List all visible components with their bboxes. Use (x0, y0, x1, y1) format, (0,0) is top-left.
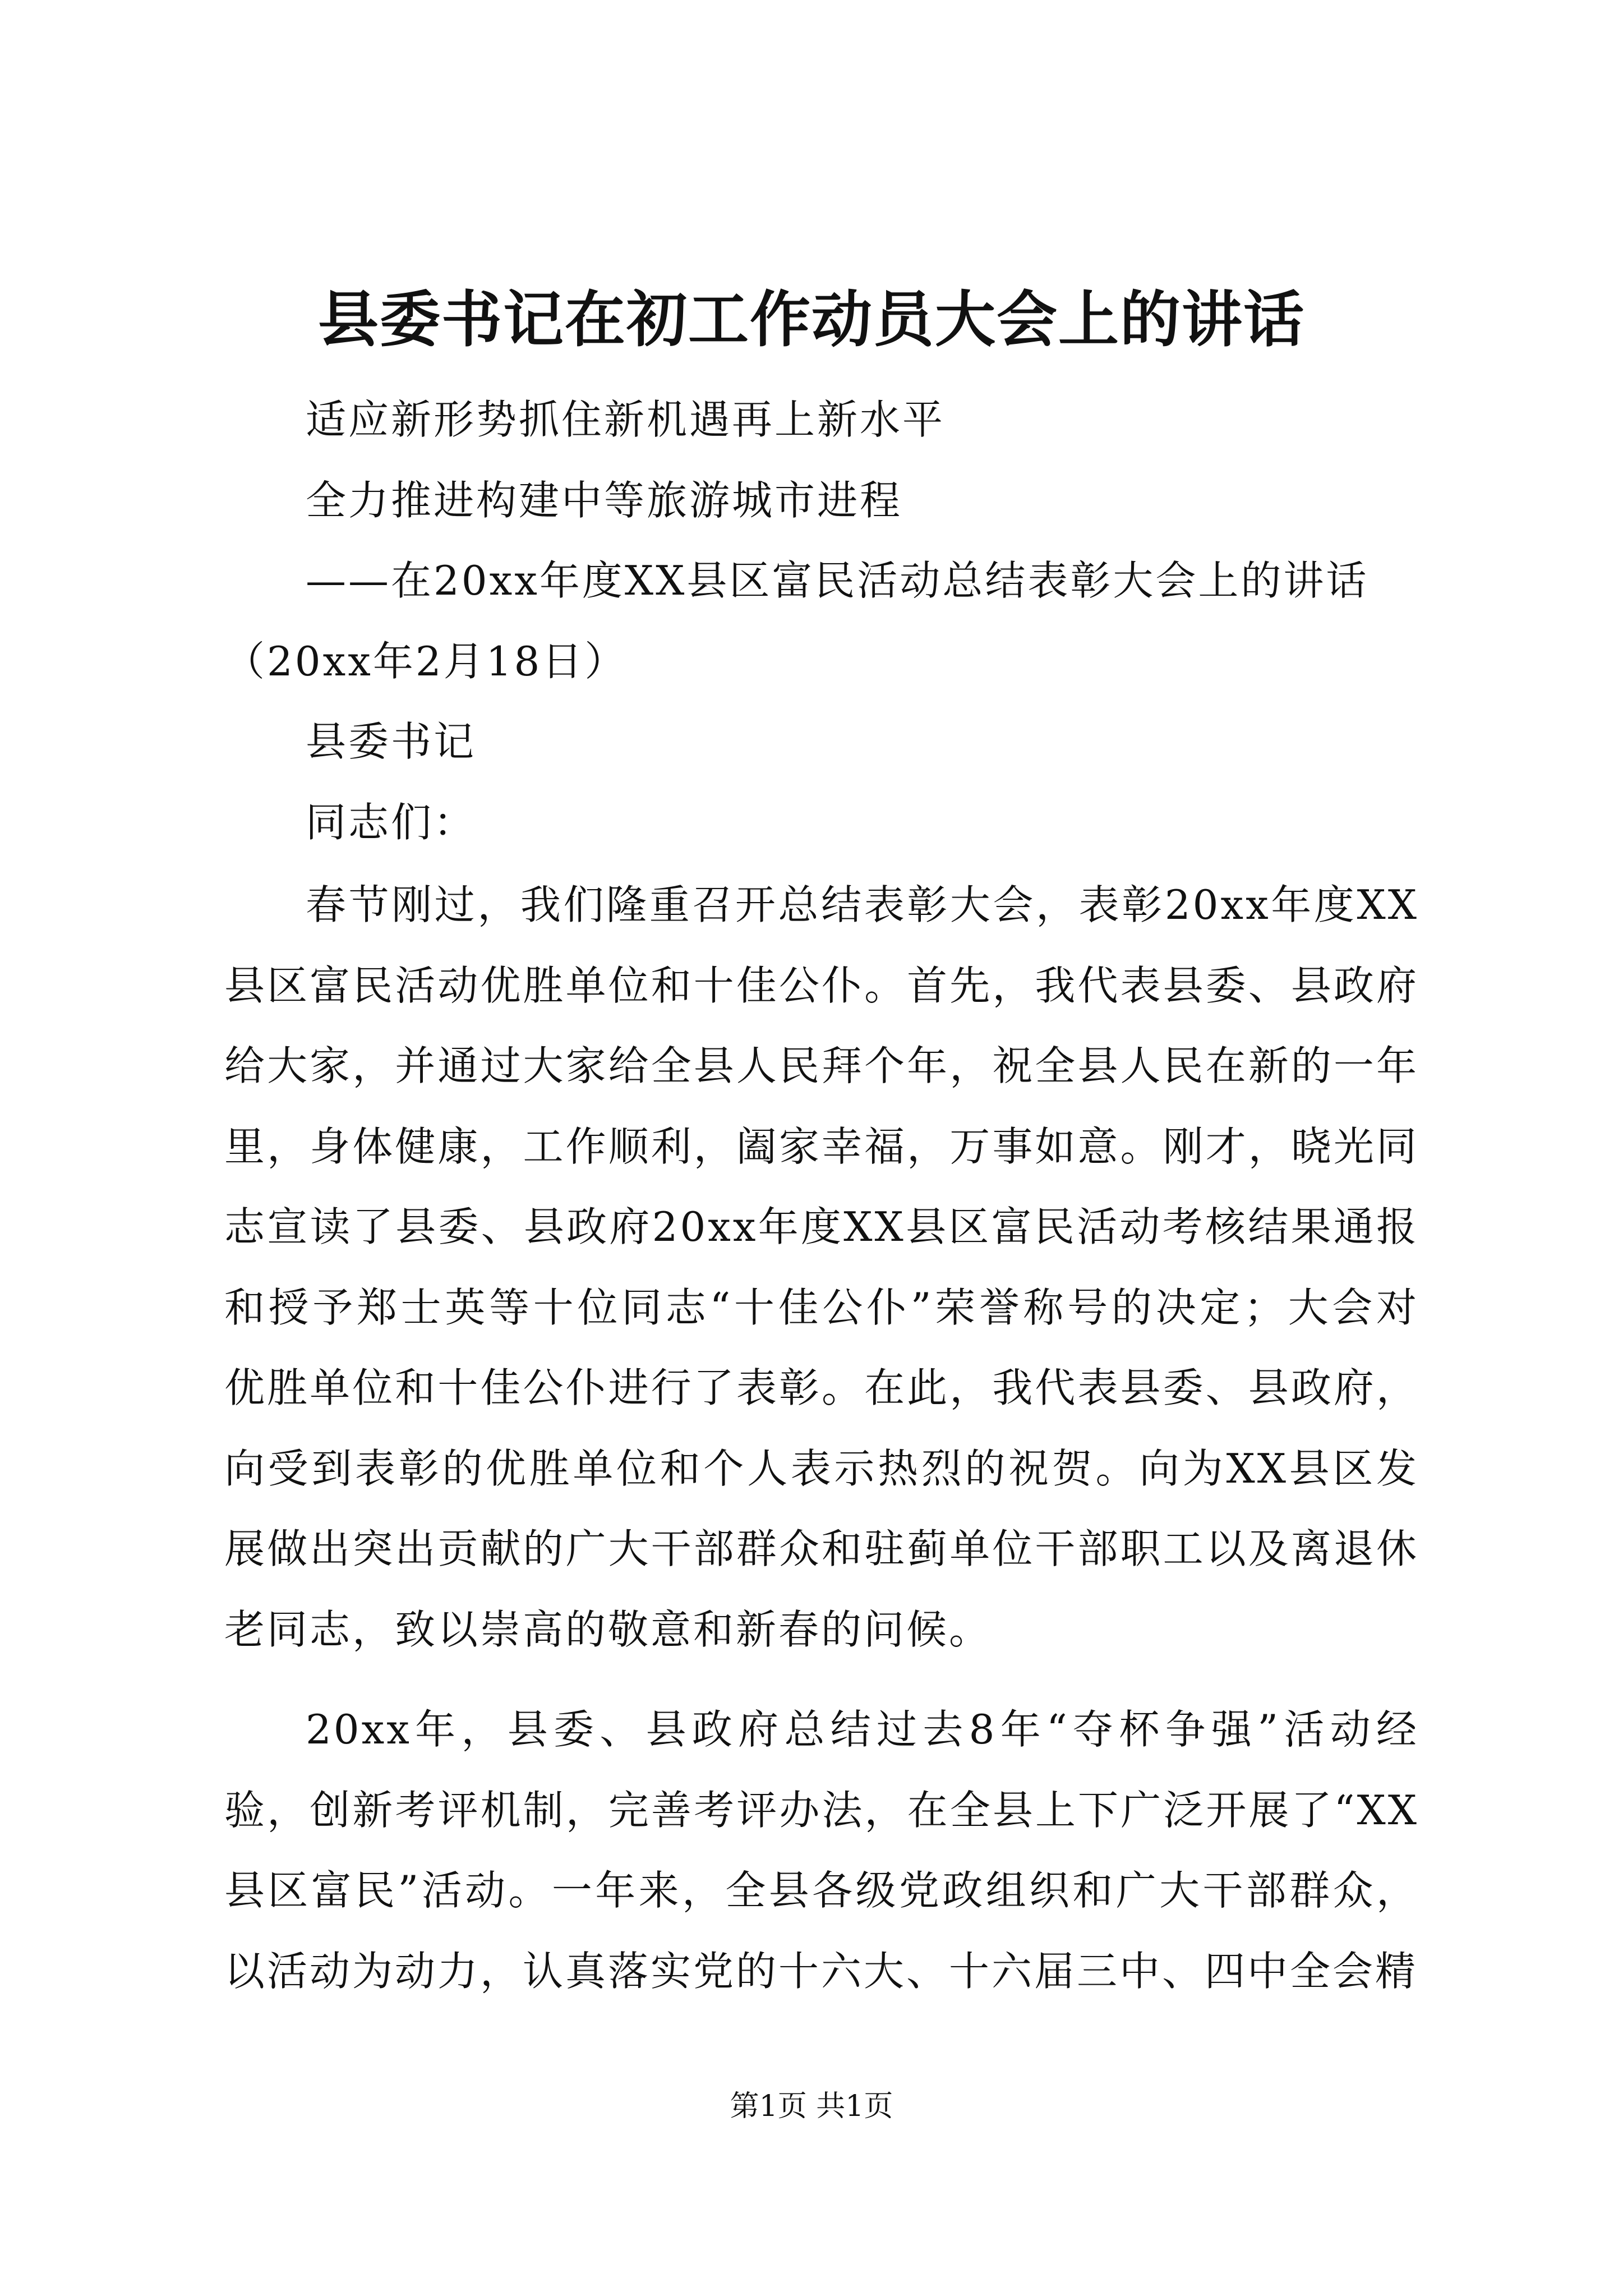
speaker: 县委书记 (306, 718, 477, 765)
speech-date: （20xx年2月18日） (224, 638, 628, 685)
document-title: 县委书记在初工作动员大会上的讲话 (317, 284, 1305, 355)
body-paragraph: 春节刚过，我们隆重召开总结表彰大会，表彰20xx年度XX县区富民活动优胜单位和十佳公仆。首先，我代表县委、县政府给大家，并通过大家给全县人民拜个年，祝全县人民在新的一年里，身体健康，工作顺利，阖家幸福，万事如意。刚才，晓光同志宣读了县委、县政府20xx年度XX县区富民活动考核结果通报和授予郑士英等十位同志“十佳公仆”荣誉称号的决定；大会对优胜单位和十佳公仆进行了表彰。在此，我代表县委、县政府，向受到表彰的优胜单位和个人表示热烈的祝贺。向为XX县区发展做出突出贡献的广大干部群众和驻蓟单位干部职工以及离退休老同志，致以崇高的敬意和新春的问候。 (224, 881, 1419, 1653)
subtitle-line-1: 适应新形势抓住新机遇再上新水平 (306, 396, 946, 443)
page-footer: 第1页 共1页 (730, 2090, 893, 2123)
subtitle-line-2: 全力推进构建中等旅游城市进程 (306, 477, 903, 524)
subtitle-line-3: ——在20xx年度XX县区富民活动总结表彰大会上的讲话 (306, 557, 1369, 604)
body-paragraph: 20xx年，县委、县政府总结过去8年“夺杯争强”活动经验，创新考评机制，完善考评办法，在全县上下广泛开展了“XX县区富民”活动。一年来，全县各级党政组织和广大干部群众，以活动为动力，认真落实党的十六大、十六届三中、四中全会精 (224, 1706, 1419, 1995)
salutation: 同志们： (306, 799, 477, 846)
